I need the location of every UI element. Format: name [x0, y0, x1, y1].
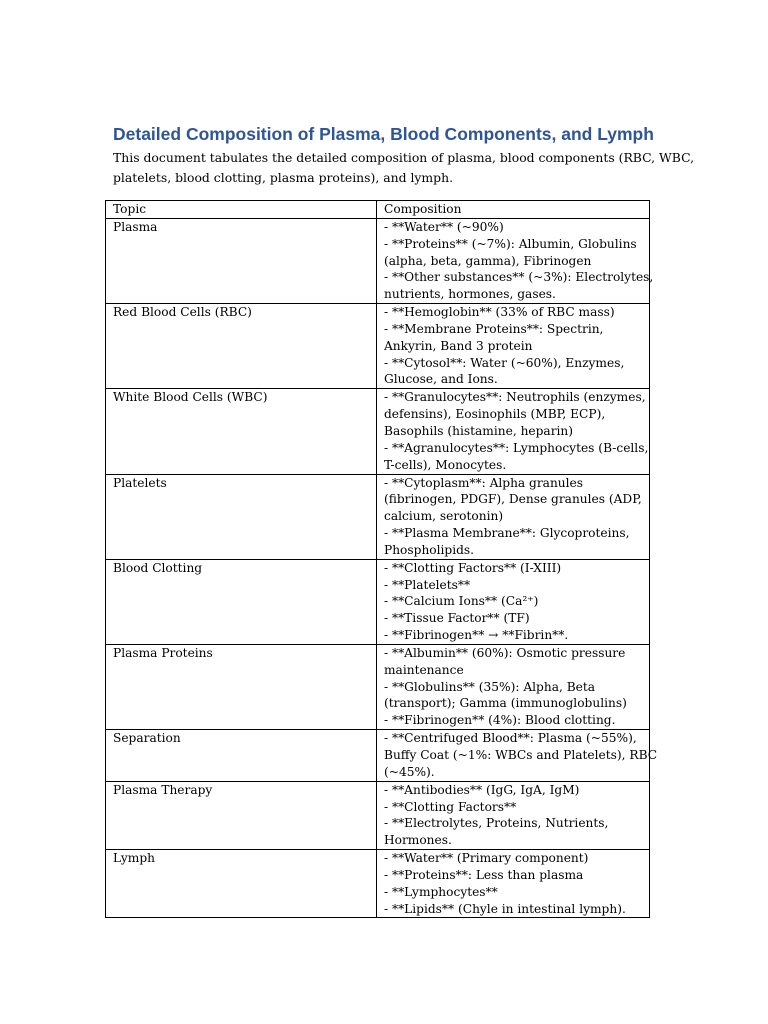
table-body [106, 218, 658, 918]
composition-line: T-cells), Monocytes. [384, 457, 507, 472]
composition-line: - **Plasma Membrane**: Glycoproteins, [384, 526, 630, 541]
composition-cell [377, 781, 650, 849]
composition-line: (alpha, beta, gamma), Fibrinogen [384, 253, 592, 268]
topic-cell: Lymph [106, 850, 377, 918]
header-composition: Composition [377, 201, 650, 219]
composition-cell [377, 474, 650, 559]
composition-line: - **Proteins** (~7%): Albumin, Globulins [384, 236, 637, 251]
composition-line: defensins), Eosinophils (MBP, ECP), [384, 407, 606, 422]
intro-line: platelets, blood clotting, plasma proteins), and lymph. [113, 170, 454, 185]
composition-cell [377, 850, 650, 918]
composition-line: - **Agranulocytes**: Lymphocytes (B-cells, [384, 440, 649, 455]
composition-line: (fibrinogen, PDGF), Dense granules (ADP, [384, 492, 642, 507]
composition-cell [377, 559, 650, 644]
composition-line: - **Other substances** (~3%): Electrolytes, [384, 270, 654, 285]
composition-line: Basophils (histamine, heparin) [384, 423, 574, 438]
composition-line: Phospholipids. [384, 542, 475, 557]
composition-line: - **Lymphocytes** [384, 884, 498, 899]
composition-cell [377, 644, 650, 729]
composition-cell [377, 218, 654, 303]
table-header-row [106, 201, 650, 219]
table-row [106, 850, 650, 918]
topic-cell: Plasma Therapy [106, 781, 377, 849]
composition-table [105, 200, 658, 918]
composition-line: - **Proteins**: Less than plasma [384, 867, 584, 882]
composition-line: - **Antibodies** (IgG, IgA, IgM) [384, 782, 580, 797]
composition-line: - **Tissue Factor** (TF) [384, 611, 530, 626]
topic-cell: Separation [106, 730, 377, 782]
table-row [106, 474, 650, 559]
table-row [106, 218, 650, 303]
composition-line: calcium, serotonin) [384, 509, 504, 524]
composition-line: - **Hemoglobin** (33% of RBC mass) [384, 305, 615, 320]
table-row [106, 389, 650, 474]
intro-paragraph [113, 148, 695, 188]
table-row [106, 644, 650, 729]
composition-line: - **Lipids** (Chyle in intestinal lymph). [384, 901, 626, 916]
composition-line: - **Clotting Factors** [384, 799, 517, 814]
composition-line: - **Platelets** [384, 577, 471, 592]
composition-line: Glucose, and Ions. [384, 372, 498, 387]
composition-line: - **Albumin** (60%): Osmotic pressure [384, 645, 626, 660]
table-row [106, 304, 650, 389]
composition-line: (transport); Gamma (immunoglobulins) [384, 696, 627, 711]
composition-line: Hormones. [384, 833, 452, 848]
composition-line: maintenance [384, 662, 464, 677]
composition-line: - **Globulins** (35%): Alpha, Beta [384, 679, 596, 694]
composition-cell [377, 389, 650, 474]
composition-line: nutrients, hormones, gases. [384, 287, 556, 302]
document-title: Detailed Composition of Plasma, Blood Components, and Lymph [113, 124, 654, 144]
topic-cell: Red Blood Cells (RBC) [106, 304, 377, 389]
composition-line: - **Cytoplasm**: Alpha granules [384, 475, 584, 490]
table-row [106, 730, 650, 782]
intro-line: This document tabulates the detailed composition of plasma, blood components (RBC, WBC, [113, 150, 695, 165]
table-row [106, 559, 650, 644]
composition-line: (~45%). [384, 764, 435, 779]
composition-line: Buffy Coat (~1%: WBCs and Platelets), RBC [384, 748, 658, 762]
header-topic: Topic [106, 201, 377, 219]
composition-cell [377, 304, 650, 389]
topic-cell: Platelets [106, 474, 377, 559]
composition-line: - **Centrifuged Blood**: Plasma (~55%), [384, 731, 637, 746]
topic-cell: Plasma Proteins [106, 644, 377, 729]
composition-line: - **Water** (Primary component) [384, 851, 589, 866]
composition-line: - **Clotting Factors** (I-XIII) [384, 560, 562, 575]
composition-line: - **Electrolytes, Proteins, Nutrients, [384, 816, 609, 831]
topic-cell: Blood Clotting [106, 559, 377, 644]
topic-cell: Plasma [106, 218, 377, 303]
composition-line: - **Membrane Proteins**: Spectrin, [384, 321, 604, 336]
composition-line: - **Cytosol**: Water (~60%), Enzymes, [384, 355, 625, 370]
composition-line: - **Calcium Ions** (Ca²⁺) [384, 594, 539, 609]
composition-line: - **Water** (~90%) [384, 219, 504, 234]
composition-line: Ankyrin, Band 3 protein [384, 338, 533, 353]
composition-cell [377, 730, 658, 782]
composition-line: - **Fibrinogen** → **Fibrin**. [384, 628, 569, 643]
composition-line: - **Granulocytes**: Neutrophils (enzymes, [384, 390, 646, 405]
composition-line: - **Fibrinogen** (4%): Blood clotting. [384, 713, 616, 728]
table-row [106, 781, 650, 849]
topic-cell: White Blood Cells (WBC) [106, 389, 377, 474]
